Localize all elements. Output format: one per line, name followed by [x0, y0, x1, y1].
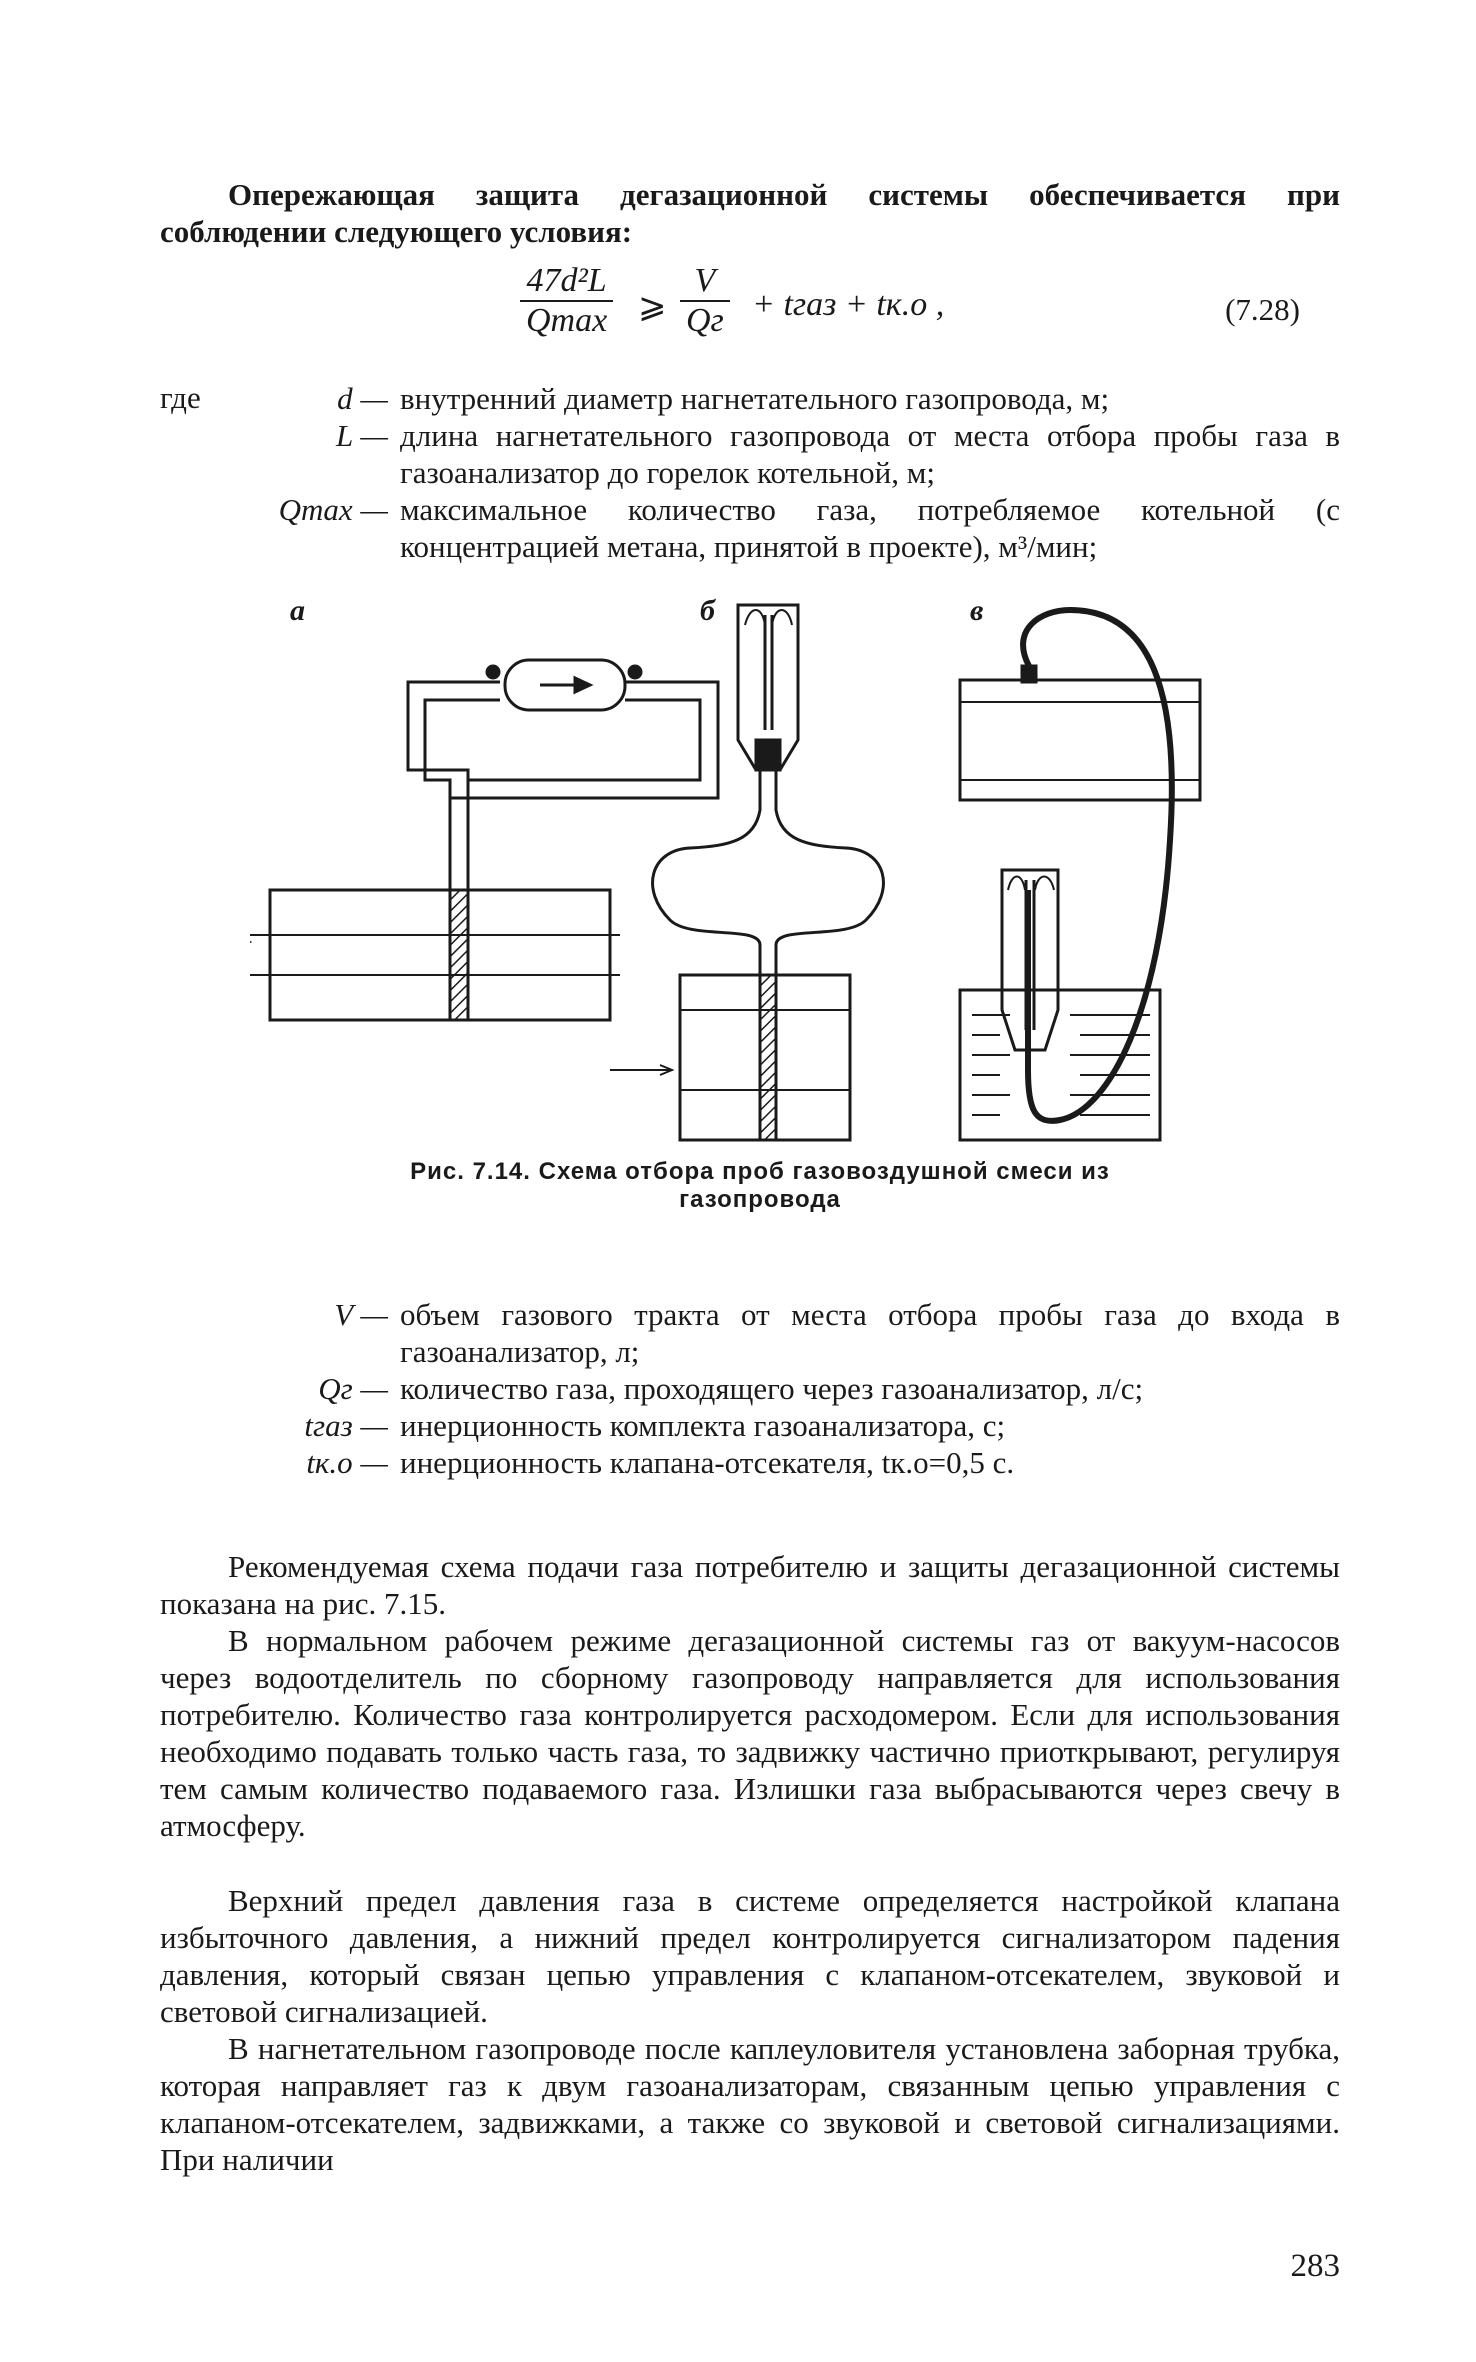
formula-lhs-denominator: Qmax — [526, 302, 608, 339]
body-paragraph: В нормальном рабочем режиме дегазационной системы газ от вакуум-насосов через водоотделитель по сборному газопроводу направляется для использования потребителю. Количество газа контролируется расходомером. Если для использования необходимо подавать только часть газа, то задвижку частично приоткрывают, регулируя тем самым количество подаваемого газа. Излишки газа выбрасываются через свечу в атмосферу. — [160, 1623, 1340, 1843]
valve-icon — [629, 666, 641, 678]
definition-item — [160, 1407, 1340, 1444]
page-number: 283 — [1290, 2248, 1340, 2284]
body-paragraph: Рекомендуемая схема подачи газа потребителю и защиты дегазационной системы показана на рис. 7.15. — [160, 1549, 1340, 1621]
definition-symbol: L — — [336, 418, 388, 453]
definition-item — [160, 1370, 1340, 1407]
formula-lhs-fraction — [520, 262, 613, 340]
definition-symbol: d — — [337, 381, 388, 416]
definition-item — [160, 491, 1340, 565]
definition-symbol: Qг — — [318, 1371, 388, 1406]
figure-caption: Рис. 7.14. Схема отбора проб газовоздушной смеси из газопровода — [410, 1158, 1110, 1213]
definition-text: инерционность комплекта газоанализатора, с; — [400, 1408, 1006, 1443]
definition-item — [160, 1296, 1340, 1370]
formula-rhs-denominator: Qг — [686, 302, 724, 339]
formula-rhs-numerator: V — [680, 262, 730, 302]
pipe-a — [270, 890, 610, 1020]
label-a: а — [290, 594, 305, 627]
valve-icon — [487, 666, 499, 678]
definition-item — [160, 1444, 1340, 1481]
definition-text: длина нагнетательного газопровода от места отбора пробы газа в газоанализатор до горелок котельной, м; — [400, 418, 1340, 490]
formula-relation: ⩾ — [638, 288, 667, 325]
definition-text: внутренний диаметр нагнетательного газопровода, м; — [400, 381, 1110, 416]
definition-text: количество газа, проходящего через газоанализатор, л/с; — [400, 1371, 1144, 1406]
definition-symbol: Qmax — — [278, 492, 388, 527]
definition-text: максимальное количество газа, потребляемое котельной (с концентрацией метана, принятой в проекте), м³/мин; — [400, 492, 1340, 564]
formula-number: (7.28) — [1225, 292, 1300, 327]
definition-item — [160, 417, 1340, 491]
sampling-probe-b — [760, 975, 776, 1140]
label-b: б — [700, 594, 715, 627]
definition-item — [160, 380, 1340, 417]
label-v: в — [970, 594, 984, 627]
scheme-b — [610, 594, 883, 1140]
definitions-top — [160, 380, 1340, 565]
scheme-a — [250, 594, 718, 1020]
definition-symbol: V — — [334, 1297, 388, 1332]
definition-text: объем газового тракта от места отбора пробы газа до входа в газоанализатор, л; — [400, 1297, 1340, 1369]
definition-text: инерционность клапана-отсекателя, tк.о=0,5 с. — [400, 1445, 1015, 1480]
sampling-probe-a — [450, 890, 468, 1020]
definition-symbol: tк.о — — [306, 1445, 388, 1480]
where-word: где — [160, 380, 201, 415]
sampling-scheme-figure — [250, 590, 1250, 1150]
formula-rhs-fraction — [680, 262, 730, 340]
formula-7-28 — [520, 262, 1300, 372]
definitions-bottom — [160, 1296, 1340, 1481]
body-paragraph: Верхний предел давления газа в системе определяется настройкой клапана избыточного давления, а нижний предел контролируется сигнализатором падения давления, который связан цепью управления с клапаном-отсекателем, звуковой и световой сигнализацией. — [160, 1883, 1340, 2029]
formula-lhs-numerator: 47d²L — [520, 262, 613, 302]
intro-paragraph: Опережающая защита дегазационной системы обеспечивается при соблюдении следующего условия: — [160, 177, 1340, 249]
formula-rhs-tail: + tгаз + tк.о , — [752, 286, 945, 323]
definition-symbol: tгаз — — [304, 1408, 388, 1443]
body-paragraph: В нагнетательном газопроводе после каплеуловителя установлена заборная трубка, которая направляет газ к двум газоанализаторам, связанным цепью управления с клапаном-отсекателем, задвижками, а также со звуковой и световой сигнализациями. При наличии — [160, 2031, 1340, 2177]
scheme-v — [960, 594, 1200, 1140]
